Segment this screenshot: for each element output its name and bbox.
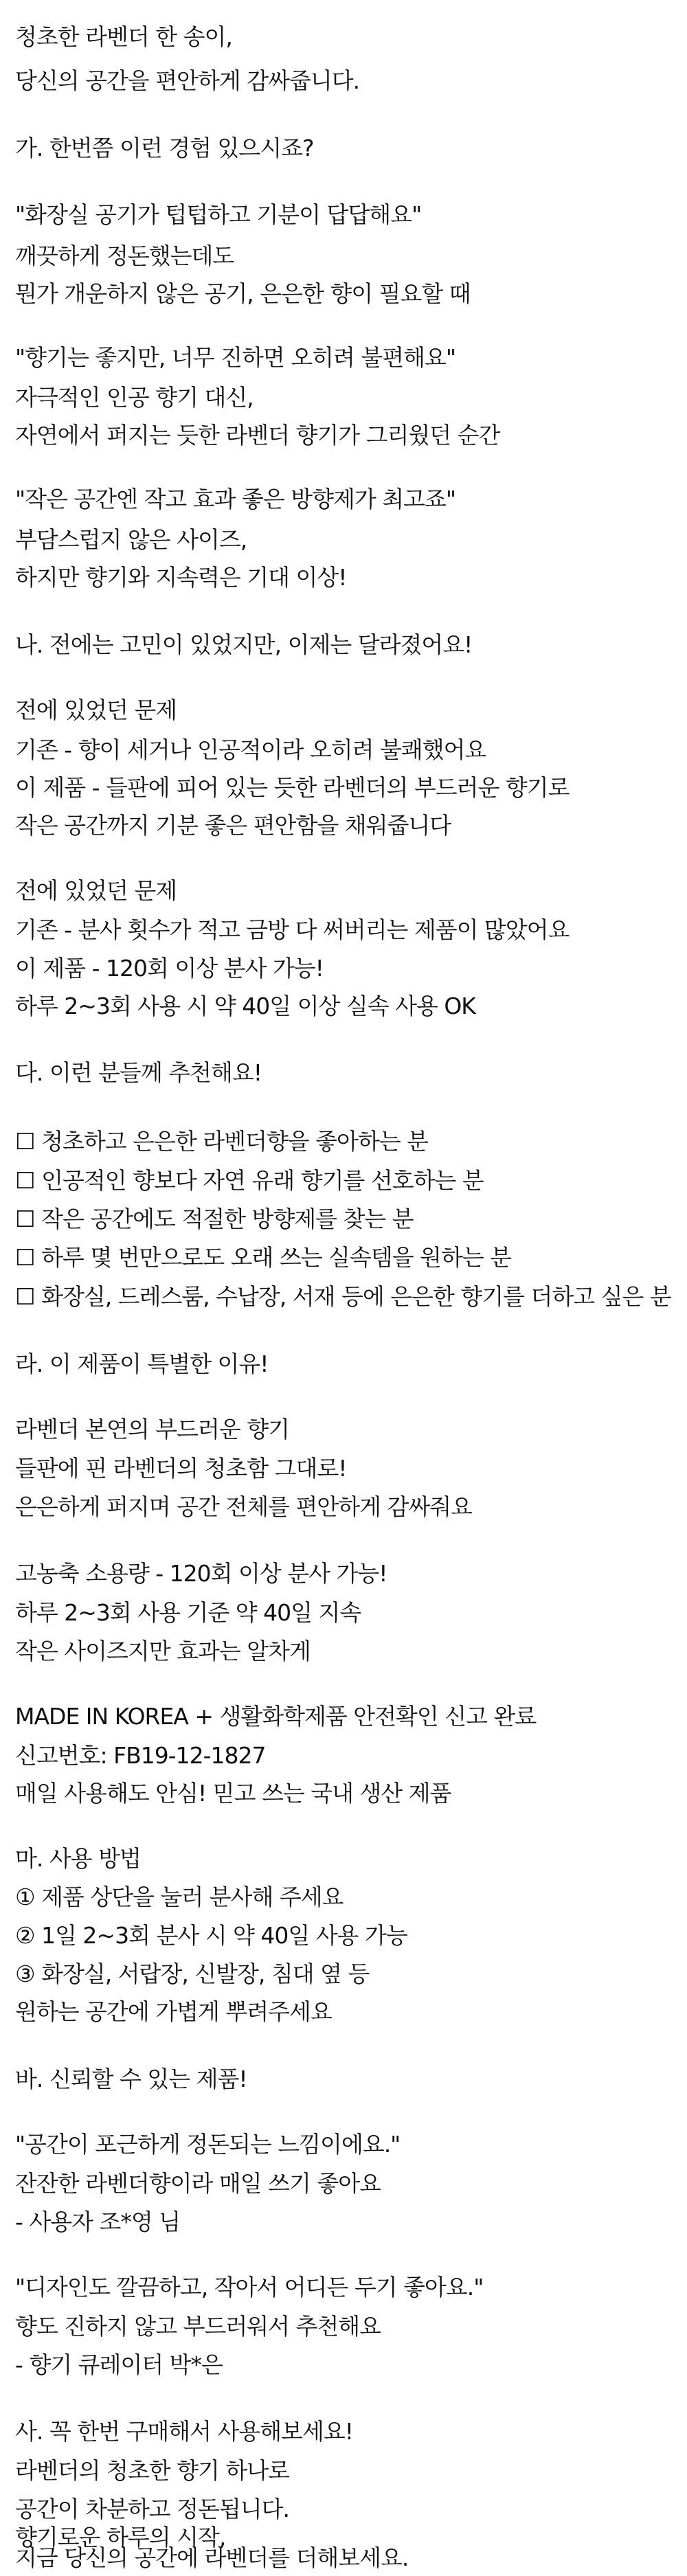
step-item: ① 제품 상단을 눌러 분사해 주세요 — [15, 1884, 344, 1910]
text-line: 라벤더의 청초한 향기 하나로 — [15, 2457, 290, 2484]
section-heading: 라. 이 제품이 특별한 이유! — [15, 1351, 269, 1377]
text-line: 부담스럽지 않은 사이즈, — [15, 526, 247, 553]
checklist-item: ☐ 청초하고 은은한 라벤더향을 좋아하는 분 — [15, 1128, 428, 1155]
step-item: ② 1일 2~3회 분사 시 약 40일 사용 가능 — [15, 1922, 407, 1949]
text-line: MADE IN KOREA + 생활화학제품 안전확인 신고 완료 — [15, 1703, 537, 1730]
text-line: 기존 - 분사 횟수가 적고 금방 다 써버리는 제품이 많았어요 — [15, 916, 570, 943]
checklist-item: ☐ 인공적인 향보다 자연 유래 향기를 선호하는 분 — [15, 1167, 484, 1194]
review-text: 향도 진하지 않고 부드러워서 추천해요 — [15, 2313, 381, 2340]
section-heading: 사. 꼭 한번 구매해서 사용해보세요! — [15, 2418, 353, 2445]
checklist-item: ☐ 하루 몇 번만으로도 오래 쓰는 실속템을 원하는 분 — [15, 1244, 512, 1271]
text-line: 신고번호: FB19-12-1827 — [15, 1742, 266, 1769]
text-line: 깨끗하게 정돈했는데도 — [15, 242, 234, 269]
text-line: 작은 사이즈지만 효과는 알차게 — [15, 1638, 311, 1664]
text-line: 지금 당신의 공간에 라벤더를 더해보세요. — [15, 2544, 409, 2571]
text-line: 기존 - 향이 세거나 인공적이라 오히려 불쾌했어요 — [15, 736, 486, 763]
text-line: 이 제품 - 120회 이상 분사 가능! — [15, 955, 324, 982]
text-line: 청초한 라벤더 한 송이, — [15, 23, 232, 50]
review-text: 잔잔한 라벤더향이라 매일 쓰기 좋아요 — [15, 2170, 381, 2197]
text-line: 원하는 공간에 가볍게 뿌려주세요 — [15, 1998, 332, 2025]
checklist-item: ☐ 화장실, 드레스룸, 수납장, 서재 등에 은은한 향기를 더하고 싶은 분 — [15, 1283, 671, 1310]
text-line: 당신의 공간을 편안하게 감싸줍니다. — [15, 67, 360, 94]
quote-line: "향기는 좋지만, 너무 진하면 오히려 불편해요" — [15, 344, 456, 371]
text-line: 은은하게 퍼지며 공간 전체를 편안하게 감싸줘요 — [15, 1493, 473, 1520]
text-line: 라벤더 본연의 부드러운 향기 — [15, 1416, 290, 1443]
text-line: 전에 있었던 문제 — [15, 697, 177, 723]
text-line: 향기로운 하루의 시작, — [15, 2524, 226, 2551]
text-line: 하루 2~3회 사용 기준 약 40일 지속 — [15, 1599, 361, 1626]
quote-line: "화장실 공기가 텁텁하고 기분이 답답해요" — [15, 201, 422, 228]
section-heading: 다. 이런 분들께 추천해요! — [15, 1059, 262, 1086]
text-line: 작은 공간까지 기분 좋은 편안함을 채워줍니다 — [15, 812, 451, 839]
quote-line: "작은 공간엔 작고 효과 좋은 방향제가 최고죠" — [15, 486, 456, 512]
text-line: 하루 2~3회 사용 시 약 40일 이상 실속 사용 OK — [15, 993, 475, 1019]
text-line: 전에 있었던 문제 — [15, 877, 177, 904]
review-author: - 사용자 조*영 님 — [15, 2208, 181, 2235]
text-line: 이 제품 - 들판에 피어 있는 듯한 라벤더의 부드러운 향기로 — [15, 774, 570, 801]
text-line: 뭔가 개운하지 않은 공기, 은은한 향이 필요할 때 — [15, 280, 471, 307]
review-author: - 향기 큐레이터 박*은 — [15, 2351, 223, 2378]
checklist-item: ☐ 작은 공간에도 적절한 방향제를 찾는 분 — [15, 1206, 414, 1232]
text-line: 고농축 소용량 - 120회 이상 분사 가능! — [15, 1560, 387, 1587]
step-item: ③ 화장실, 서랍장, 신발장, 침대 옆 등 — [15, 1961, 370, 1987]
section-heading: 마. 사용 방법 — [15, 1845, 141, 1872]
text-line: 자연에서 퍼지는 듯한 라벤더 향기가 그리웠던 순간 — [15, 422, 500, 449]
section-heading: 바. 신뢰할 수 있는 제품! — [15, 2066, 247, 2092]
review-quote: "공간이 포근하게 정돈되는 느낌이에요." — [15, 2131, 401, 2158]
text-line: 매일 사용해도 안심! 믿고 쓰는 국내 생산 제품 — [15, 1780, 451, 1807]
text-line: 자극적인 인공 향기 대신, — [15, 384, 254, 411]
section-heading: 가. 한번쯤 이런 경험 있으시죠? — [15, 135, 314, 161]
section-heading: 나. 전에는 고민이 있었지만, 이제는 달라졌어요! — [15, 631, 473, 658]
text-line: 들판에 핀 라벤더의 청초함 그대로! — [15, 1455, 347, 1482]
text-line: 하지만 향기와 지속력은 기대 이상! — [15, 564, 347, 591]
text-line: 공간이 차분하고 정돈됩니다. — [15, 2496, 290, 2522]
review-quote: "디자인도 깔끔하고, 작아서 어디든 두기 좋아요." — [15, 2274, 484, 2301]
